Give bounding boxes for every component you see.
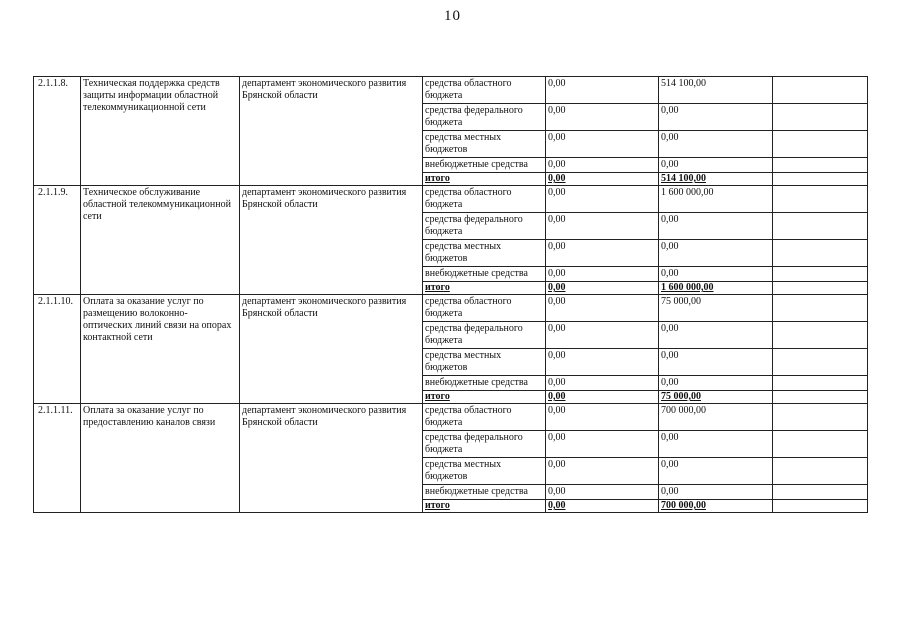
empty-cell [773,131,868,158]
empty-cell [773,322,868,349]
empty-cell [773,158,868,173]
value-1-cell: 0,00 [546,295,659,322]
funding-source-cell: средства местных бюджетов [423,240,546,267]
total-value-2-cell: 1 600 000,00 [659,282,773,295]
item-name-cell: Оплата за оказание услуг по предоставлению каналов связи [81,404,240,513]
funding-source-cell: средства местных бюджетов [423,349,546,376]
budget-table-container [33,76,868,513]
total-value-1-cell: 0,00 [546,173,659,186]
item-number-cell: 2.1.1.11. [34,404,81,513]
funding-source-cell: средства областного бюджета [423,295,546,322]
empty-cell [773,173,868,186]
executor-cell: департамент экономического развития Брянской области [240,186,423,295]
total-value-2-cell: 75 000,00 [659,391,773,404]
empty-cell [773,391,868,404]
total-value-1-cell: 0,00 [546,391,659,404]
item-number-cell: 2.1.1.9. [34,186,81,295]
empty-cell [773,458,868,485]
value-1-cell: 0,00 [546,104,659,131]
funding-source-cell: внебюджетные средства [423,376,546,391]
funding-source-cell: средства областного бюджета [423,186,546,213]
value-2-cell: 0,00 [659,213,773,240]
budget-table [33,76,868,513]
empty-cell [773,186,868,213]
table-row [34,404,868,431]
empty-cell [773,104,868,131]
total-label-cell: итого [423,282,546,295]
value-2-cell: 75 000,00 [659,295,773,322]
empty-cell [773,267,868,282]
value-2-cell: 514 100,00 [659,77,773,104]
table-row [34,295,868,322]
funding-source-cell: средства областного бюджета [423,77,546,104]
empty-cell [773,349,868,376]
empty-cell [773,240,868,267]
total-label-cell: итого [423,391,546,404]
funding-source-cell: средства федерального бюджета [423,431,546,458]
value-1-cell: 0,00 [546,213,659,240]
value-2-cell: 0,00 [659,458,773,485]
value-1-cell: 0,00 [546,322,659,349]
value-1-cell: 0,00 [546,485,659,500]
total-value-1-cell: 0,00 [546,282,659,295]
item-number-cell: 2.1.1.10. [34,295,81,404]
item-name-cell: Техническое обслуживание областной телекоммуникационной сети [81,186,240,295]
value-2-cell: 0,00 [659,431,773,458]
empty-cell [773,77,868,104]
total-value-1-cell: 0,00 [546,500,659,513]
funding-source-cell: средства местных бюджетов [423,458,546,485]
executor-cell: департамент экономического развития Брянской области [240,295,423,404]
value-2-cell: 0,00 [659,322,773,349]
executor-cell: департамент экономического развития Брянской области [240,404,423,513]
value-2-cell: 0,00 [659,131,773,158]
empty-cell [773,500,868,513]
empty-cell [773,282,868,295]
value-1-cell: 0,00 [546,267,659,282]
value-2-cell: 0,00 [659,240,773,267]
item-name-cell: Оплата за оказание услуг по размещению волоконно-оптических линий связи на опорах контактной сети [81,295,240,404]
total-value-2-cell: 700 000,00 [659,500,773,513]
value-2-cell: 0,00 [659,158,773,173]
empty-cell [773,295,868,322]
empty-cell [773,213,868,240]
empty-cell [773,431,868,458]
value-1-cell: 0,00 [546,158,659,173]
value-1-cell: 0,00 [546,349,659,376]
value-1-cell: 0,00 [546,376,659,391]
funding-source-cell: средства федерального бюджета [423,104,546,131]
value-2-cell: 0,00 [659,267,773,282]
value-2-cell: 0,00 [659,104,773,131]
value-2-cell: 0,00 [659,485,773,500]
funding-source-cell: внебюджетные средства [423,158,546,173]
total-label-cell: итого [423,500,546,513]
value-1-cell: 0,00 [546,431,659,458]
funding-source-cell: средства областного бюджета [423,404,546,431]
funding-source-cell: внебюджетные средства [423,485,546,500]
executor-cell: департамент экономического развития Брянской области [240,77,423,186]
funding-source-cell: средства федерального бюджета [423,213,546,240]
page-number: 10 [444,8,461,24]
empty-cell [773,376,868,391]
table-row [34,186,868,213]
table-body [34,77,868,513]
empty-cell [773,485,868,500]
value-1-cell: 0,00 [546,404,659,431]
empty-cell [773,404,868,431]
funding-source-cell: средства местных бюджетов [423,131,546,158]
value-1-cell: 0,00 [546,186,659,213]
item-number-cell: 2.1.1.8. [34,77,81,186]
value-1-cell: 0,00 [546,240,659,267]
total-label-cell: итого [423,173,546,186]
value-1-cell: 0,00 [546,458,659,485]
value-2-cell: 700 000,00 [659,404,773,431]
value-1-cell: 0,00 [546,131,659,158]
value-2-cell: 0,00 [659,349,773,376]
value-2-cell: 0,00 [659,376,773,391]
value-2-cell: 1 600 000,00 [659,186,773,213]
value-1-cell: 0,00 [546,77,659,104]
total-value-2-cell: 514 100,00 [659,173,773,186]
table-row [34,77,868,104]
funding-source-cell: внебюджетные средства [423,267,546,282]
funding-source-cell: средства федерального бюджета [423,322,546,349]
item-name-cell: Техническая поддержка средств защиты информации областной телекоммуникационной сети [81,77,240,186]
